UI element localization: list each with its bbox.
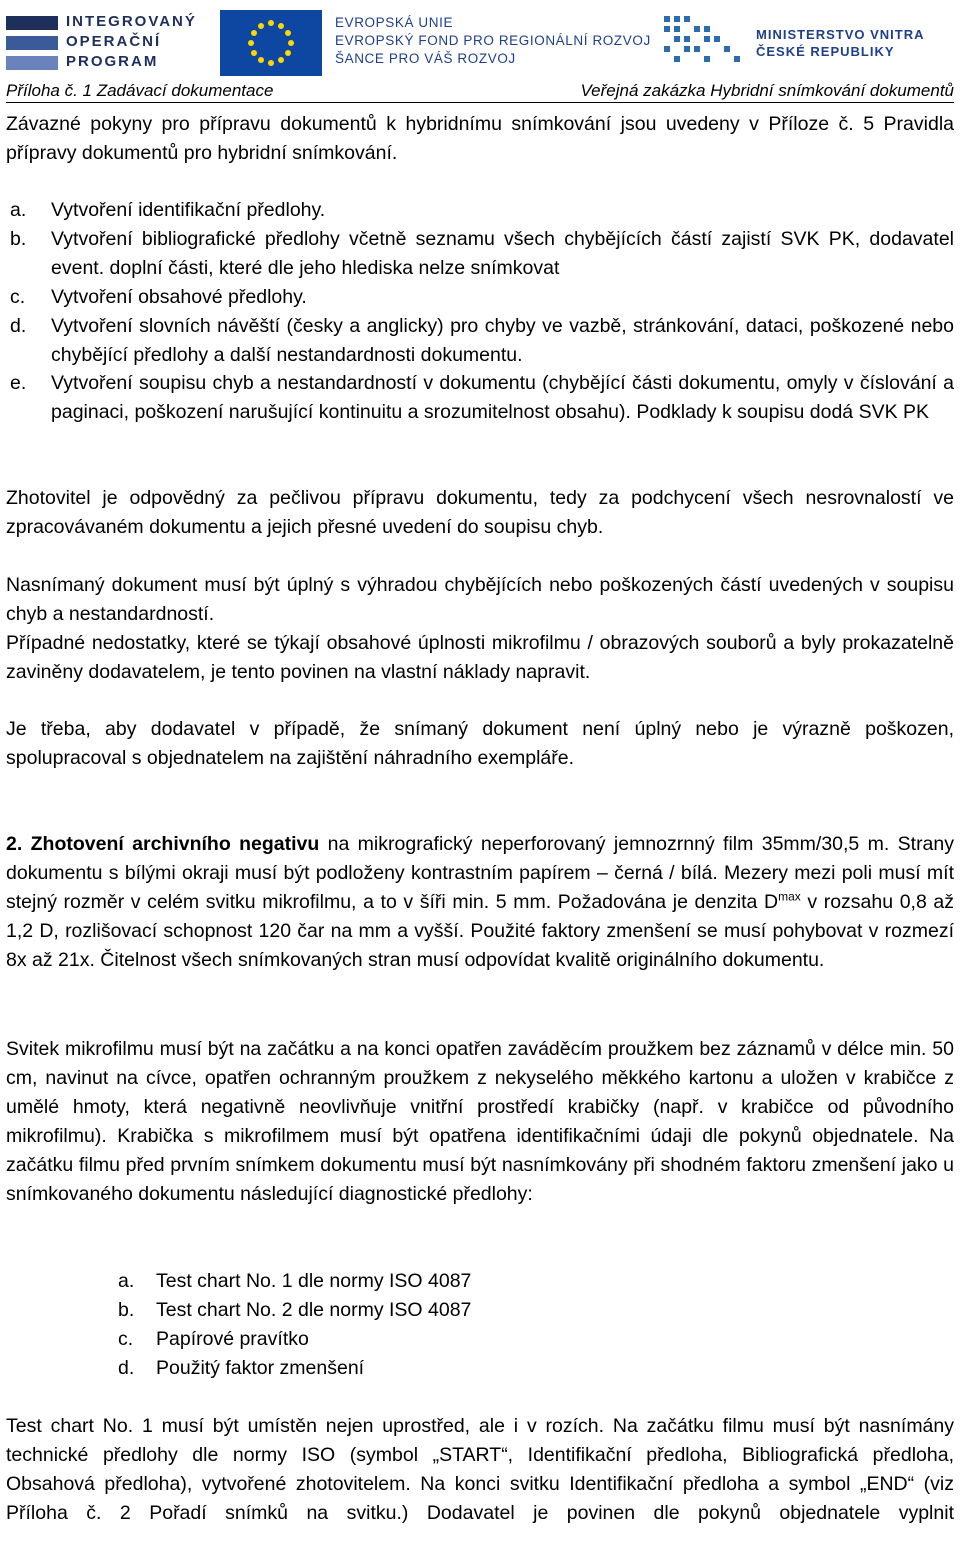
microfilm-paragraph: Svitek mikrofilmu musí být na začátku a na konci opatřen zaváděcím proužkem bez záznamů v délce min. 50 cm, navinut na cívce, opatřen ochranným proužkem z nekyselého měkkého kartonu a uložen v krabičce z umělé hmoty, která negativně neovlivňuje vnitřní prostředí krabičky (např. v krabičce od původního mikrofilmu). Krabička s mikrofilmem musí být opatřena identifikačními údaji dle pokynů objednatele. Na začátku filmu před prvním snímkem dokumentu musí být nasnímkovány při shodném faktoru zmenšení jako u snímkovaného dokumentu následující diagnostické předlohy:	[6, 1038, 954, 1205]
ministry-logo-text: MINISTERSTVO VNITRA ČESKÉ REPUBLIKY	[756, 27, 925, 59]
list-marker: c.	[118, 1328, 134, 1350]
paragraph: Nasnímaný dokument musí být úplný s výhradou chybějících nebo poškozených částí uvedených v soupisu chyb a nestandardností.	[6, 574, 954, 625]
eu-flag-icon	[220, 10, 322, 76]
list-text: Test chart No. 2 dle normy ISO 4087	[156, 1299, 472, 1321]
list-marker: a.	[118, 1270, 135, 1292]
diagnostic-item	[118, 1296, 471, 1325]
paragraph: Případné nedostatky, které se týkají obsahové úplnosti mikrofilmu / obrazových souborů a byly prokazatelně zaviněny dodavatelem, je tento povinen na vlastní náklady napravit.	[6, 632, 954, 683]
list-text: Papírové pravítko	[156, 1328, 309, 1350]
eu-logo-text	[335, 14, 651, 68]
iop-logo	[6, 12, 196, 74]
density-superscript: max	[778, 889, 801, 904]
iop-logo-mark	[6, 16, 58, 72]
list-marker: d.	[118, 1357, 135, 1379]
eu-line-2: EVROPSKÝ FOND PRO REGIONÁLNÍ ROZVOJ	[335, 33, 651, 48]
iop-logo-text: INTEGROVANÝ OPERAČNÍ PROGRAM	[66, 13, 197, 70]
diagnostic-item	[118, 1325, 309, 1354]
section-text: v rozsahu 0,8 až 1,2 D, rozlišovací schopnost 120 čar na mm a vyšší. Použité faktory zmenšení se musí pohybovat v rozmezí 8x až 21x. Čitelnost všech snímkovaných stran musí odpovídat kvalitě originálního dokumentu.	[6, 891, 954, 971]
ministry-logo	[660, 12, 960, 76]
list-text: Použitý faktor zmenšení	[156, 1357, 365, 1379]
list-marker: b.	[118, 1299, 135, 1321]
intro-paragraph: Závazné pokyny pro přípravu dokumentů k hybridnímu snímkování jsou uvedeny v Příloze č. 5 Pravidla přípravy dokumentů pro hybridní snímkování.	[6, 113, 954, 164]
test-chart-paragraph: Test chart No. 1 musí být umístěn nejen uprostřed, ale i v rozích. Na začátku filmu musí být nasnímány technické předlohy dle normy ISO (symbol „START“, Identifikační předloha, Bibliografická předloha, Obsahová předloha), vytvořené zhotovitelem. Na konci svitku Identifikační předloha a symbol „END“ (viz Příloha č. 2 Pořadí snímků na svitku.) Dodavatel je povinen dle pokynů objednatele vyplnit	[6, 1415, 954, 1524]
logo-strip	[0, 0, 960, 80]
section-number: 2.	[6, 833, 23, 855]
list-text: Vytvoření bibliografické předlohy včetně seznamu všech chybějících částí zajistí SVK PK, dodavatel event. doplní části, které dle jeho hlediska nelze snímkovat	[51, 228, 954, 279]
list-marker: c.	[10, 286, 26, 308]
diagnostic-item	[118, 1267, 471, 1296]
list-text: Vytvoření soupisu chyb a nestandardností v dokumentu (chybějící části dokumentu, omyly v číslování a paginaci, poškození narušující kontinuitu a srozumitelnost obsahu). Podklady k soupisu dodá SVK PK	[51, 372, 954, 423]
list-text: Test chart No. 1 dle normy ISO 4087	[156, 1270, 472, 1292]
paragraph: Je třeba, aby dodavatel v případě, že snímaný dokument není úplný nebo je výrazně poškozen, spolupracoval s objednatelem na zajištění náhradního exempláře.	[6, 718, 954, 769]
running-header	[6, 80, 954, 103]
section-2-paragraph	[6, 830, 954, 975]
ministry-emblem-icon	[660, 12, 746, 72]
list-text: Vytvoření identifikační předlohy.	[51, 199, 326, 221]
list-text: Vytvoření slovních návěští (česky a anglicky) pro chyby ve vazbě, stránkování, dataci, poškozené nebo chybějící předlohy a další nestandardnosti dokumentu.	[51, 315, 954, 366]
section-text: na mikrografický neperforovaný jemnozrnný film 35mm/30,5 m. Strany dokumentu s bílými okraji musí být podloženy kontrastním papírem – černá / bílá. Mezery mezi poli musí mít stejný rozměr v celém svitku mikrofilmu, a to v šíři min. 5 mm. Požadována je denzita D	[6, 833, 955, 913]
eu-line-1: EVROPSKÁ UNIE	[335, 15, 454, 30]
paragraph: Zhotovitel je odpovědný za pečlivou přípravu dokumentu, tedy za podchycení všech nesrovnalostí ve zpracovávaném dokumentu a jejich přesné uvedení do soupisu chyb.	[6, 487, 954, 538]
header-right: Veřejná zakázka Hybridní snímkování dokumentů	[580, 81, 954, 100]
list-marker: d.	[10, 315, 27, 337]
section-title: Zhotovení archivního negativu	[30, 833, 320, 855]
list-text: Vytvoření obsahové předlohy.	[51, 286, 307, 308]
eu-line-3: ŠANCE PRO VÁŠ ROZVOJ	[335, 51, 516, 66]
diagnostic-item	[118, 1354, 364, 1383]
list-marker: a.	[10, 199, 27, 221]
list-marker: b.	[10, 228, 27, 250]
list-marker: e.	[10, 372, 27, 394]
header-left: Příloha č. 1 Zadávací dokumentace	[6, 81, 274, 100]
